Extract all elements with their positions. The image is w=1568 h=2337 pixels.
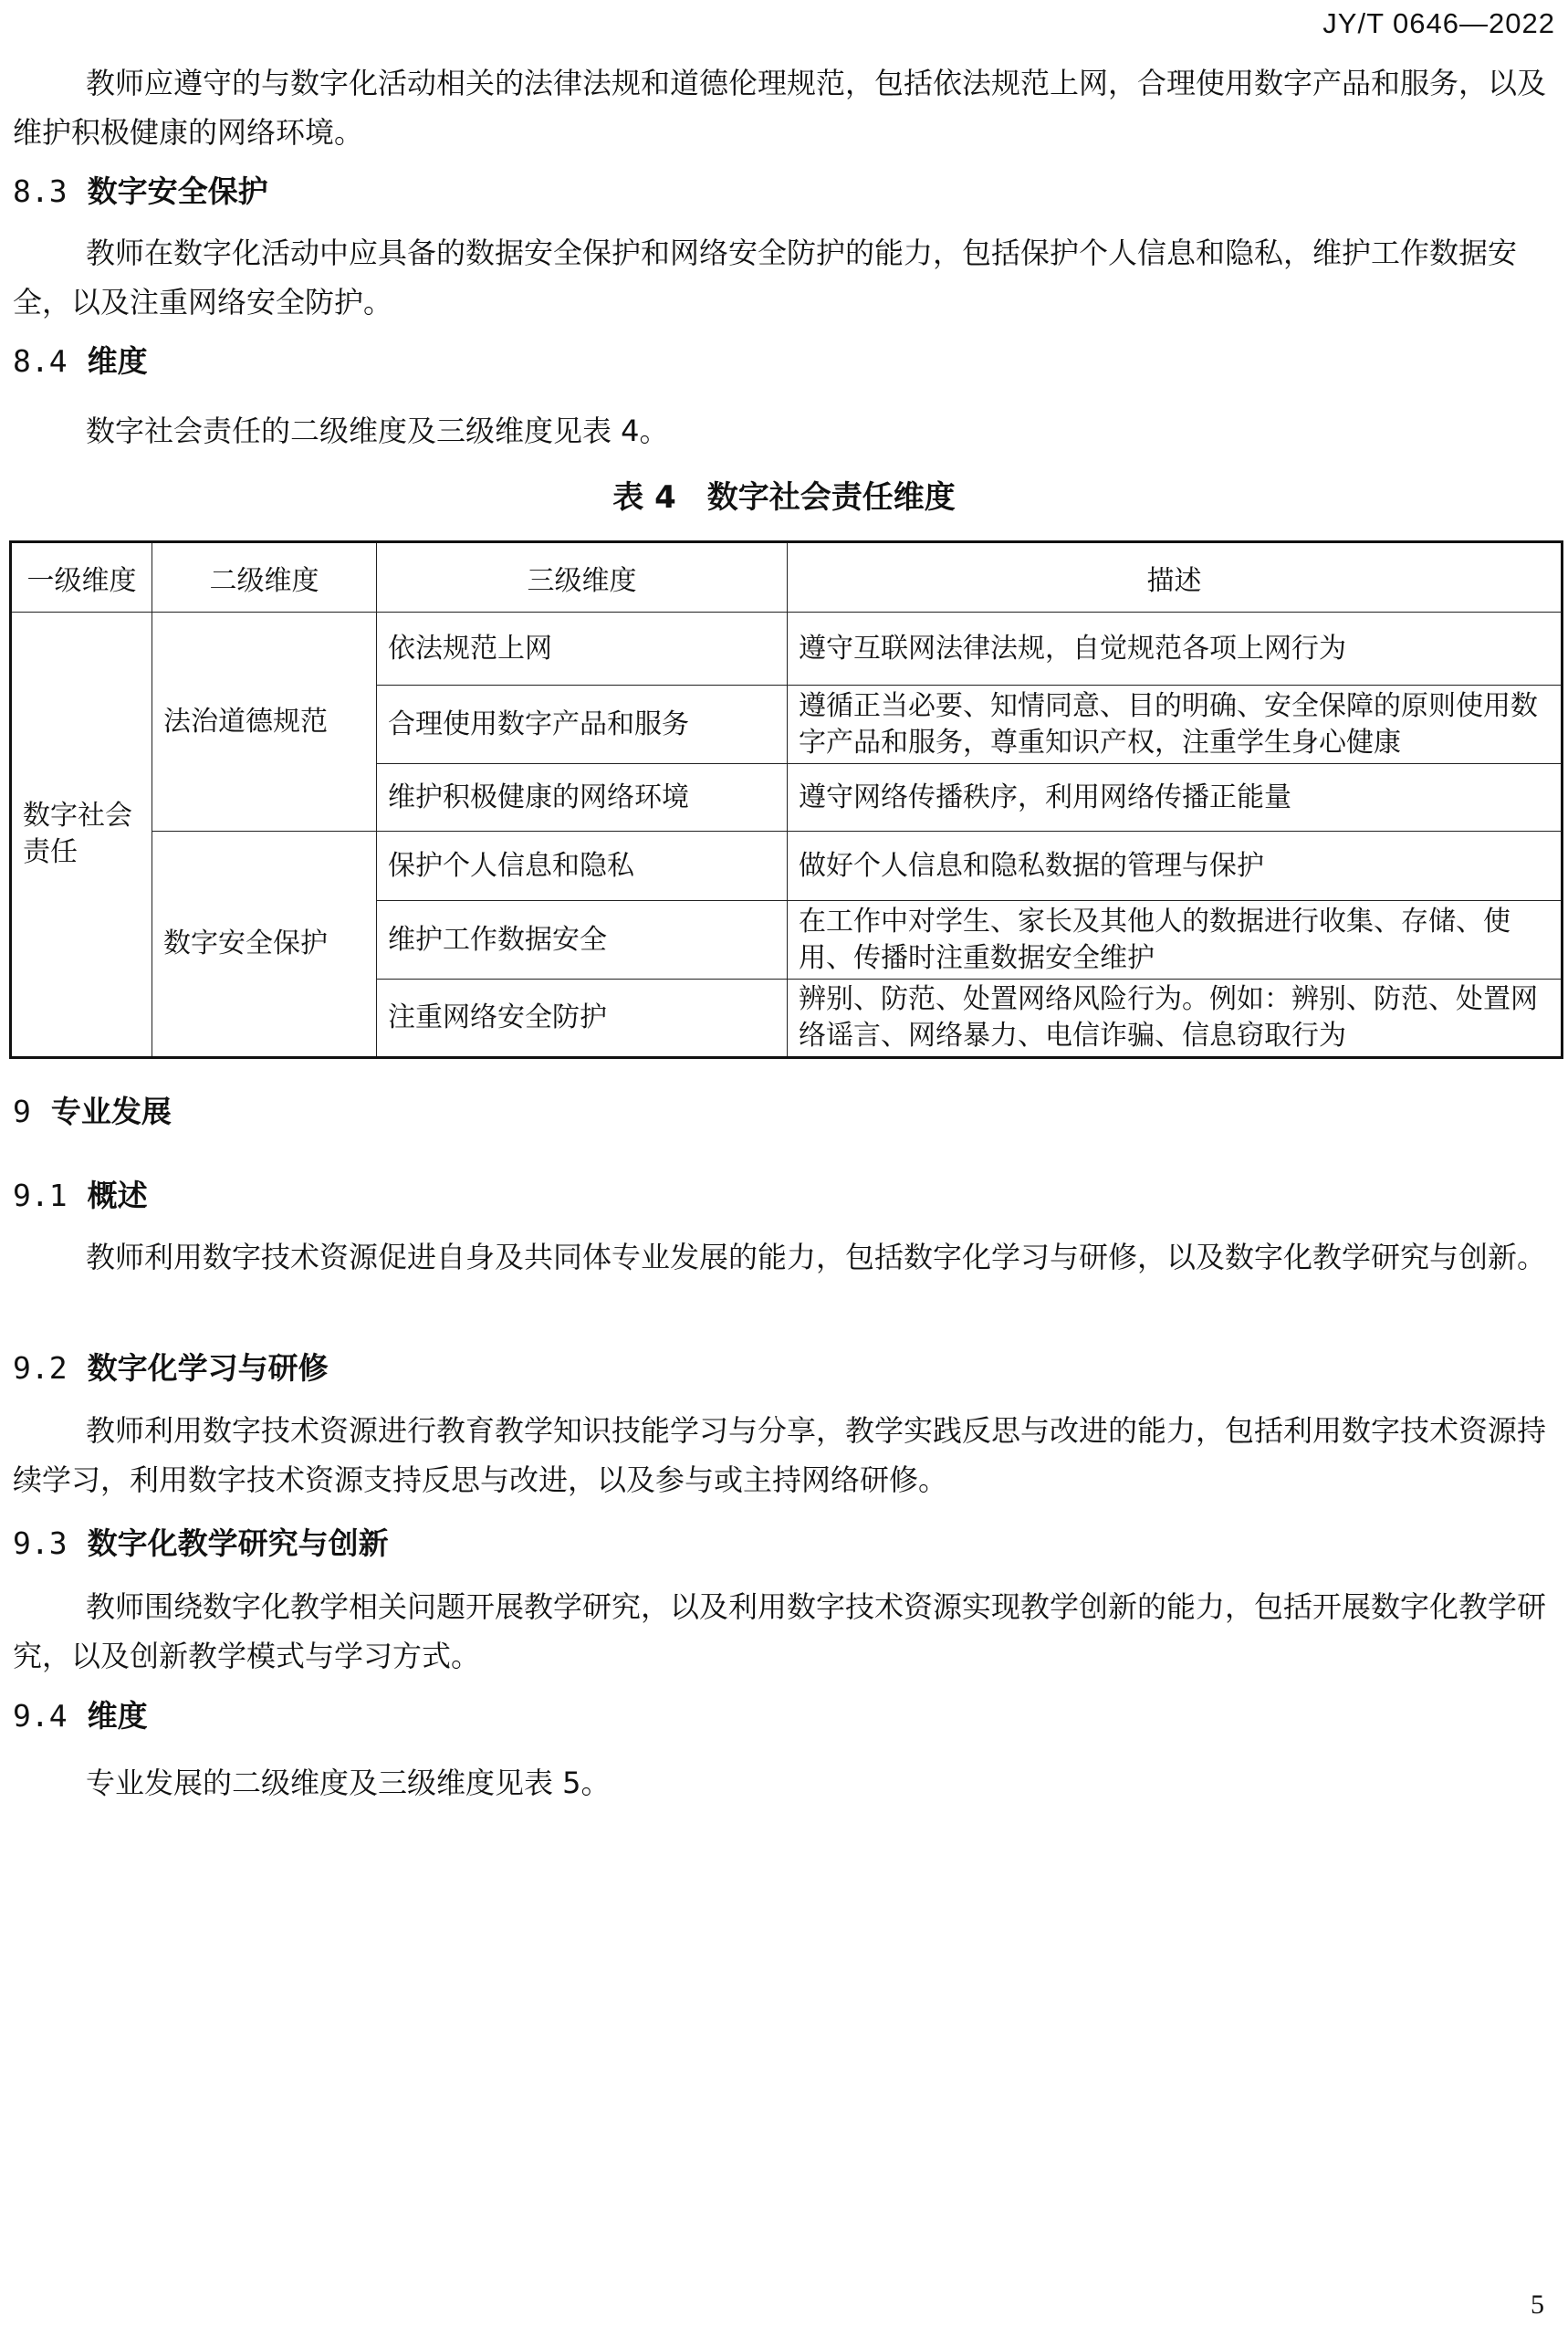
paragraph-law-ethics: 教师应遵守的与数字化活动相关的法律法规和道德伦理规范，包括依法规范上网，合理使用数字产品和服务，以及维护积极健康的网络环境。 [13,66,1547,150]
heading-9-1: 9.1 概述 [13,1178,148,1213]
description-cell: 做好个人信息和隐私数据的管理与保护 [788,832,1563,901]
level3-cell: 注重网络安全防护 [377,980,788,1058]
level2-cell: 数字安全保护 [152,832,377,1058]
description-cell: 遵守互联网法律法规，自觉规范各项上网行为 [788,613,1563,686]
level3-cell: 维护积极健康的网络环境 [377,764,788,832]
dimensions-table [9,540,1563,1059]
paragraph-8-3: 教师在数字化活动中应具备的数据安全保护和网络安全防护的能力，包括保护个人信息和隐私，维护工作数据安全，以及注重网络安全防护。 [13,236,1518,320]
heading-9-3: 9.3 数字化教学研究与创新 [13,1525,389,1561]
table-row [11,613,1563,686]
document-code: JY/T 0646—2022 [1322,7,1555,39]
heading-8-4: 8.4 维度 [13,343,148,379]
paragraph-9-3: 教师围绕数字化教学相关问题开展教学研究，以及利用数字技术资源实现教学创新的能力，包括开展数字化教学研究，以及创新教学模式与学习方式。 [13,1589,1547,1673]
description-cell: 遵循正当必要、知情同意、目的明确、安全保障的原则使用数字产品和服务，尊重知识产权，注重学生身心健康 [788,686,1563,764]
description-cell: 遵守网络传播秩序，利用网络传播正能量 [788,764,1563,832]
level3-cell: 合理使用数字产品和服务 [377,686,788,764]
table-title: 表 4 数字社会责任维度 [612,479,956,516]
description-cell: 辨别、防范、处置网络风险行为。例如：辨别、防范、处置网络谣言、网络暴力、电信诈骗、信息窃取行为 [788,980,1563,1058]
column-header: 描述 [788,542,1563,613]
heading-9-2: 9.2 数字化学习与研修 [13,1350,329,1386]
level2-cell: 法治道德规范 [152,613,377,832]
heading-9-4: 9.4 维度 [13,1698,148,1734]
level3-cell: 维护工作数据安全 [377,901,788,980]
column-header: 二级维度 [152,542,377,613]
paragraph-9-4: 专业发展的二级维度及三级维度见表 5。 [86,1766,611,1800]
table-row [11,832,1563,901]
page-number: 5 [1531,2290,1544,2320]
level3-cell: 保护个人信息和隐私 [377,832,788,901]
level3-cell: 依法规范上网 [377,613,788,686]
heading-8-3: 8.3 数字安全保护 [13,173,268,209]
heading-9: 9 专业发展 [13,1094,172,1129]
table-header-row [11,542,1563,613]
column-header: 三级维度 [377,542,788,613]
description-cell: 在工作中对学生、家长及其他人的数据进行收集、存储、使用、传播时注重数据安全维护 [788,901,1563,980]
paragraph-9-1: 教师利用数字技术资源促进自身及共同体专业发展的能力，包括数字化学习与研修，以及数字化教学研究与创新。 [86,1240,1547,1274]
level1-cell: 数字社会责任 [11,613,152,1058]
paragraph-9-2: 教师利用数字技术资源进行教育教学知识技能学习与分享，教学实践反思与改进的能力，包括利用数字技术资源持续学习，利用数字技术资源支持反思与改进，以及参与或主持网络研修。 [13,1413,1547,1497]
paragraph-8-4: 数字社会责任的二级维度及三级维度见表 4。 [86,414,669,448]
column-header: 一级维度 [11,542,152,613]
